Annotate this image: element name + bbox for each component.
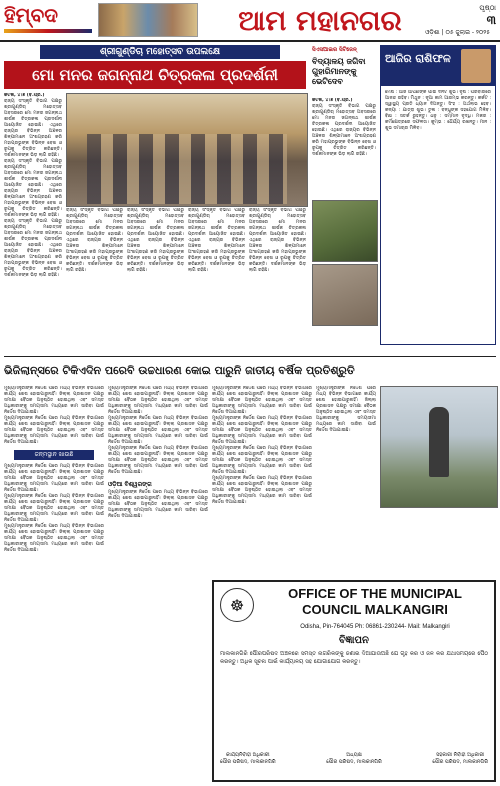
notice-office: OFFICE OF THE MUNICIPAL COUNCIL MALKANGIRI	[288, 586, 462, 617]
page-number: ୩	[486, 13, 496, 27]
page-label: ପୃଷ୍ଠା	[479, 4, 496, 12]
signature-left-title: କାର୍ଯ୍ୟନିର୍ବାହୀ ଅଧିକାରୀ	[225, 752, 270, 758]
signature-left-office: ପୌର ପରିଷଦ, ମାଲକାନଗିରି	[220, 759, 276, 765]
lead-column-1	[4, 93, 62, 353]
sidebar-photo-2	[312, 264, 378, 326]
second-text-1c: ମୁଖ୍ୟମନ୍ତ୍ରୀଙ୍କ ନିର୍ଦ୍ଦେଶ ପରେ ମଧ୍ୟ ବିଭିନ୍ନ ବିଭାଗରେ କାର୍ଯ୍ୟ ଶେଷ ହୋଇପାରୁନାହିଁ। ଜିଲ୍ଲା ପ୍ରଶାସନ ପକ୍ଷରୁ ସମୀକ୍ଷା ବୈଠକ ଅନୁଷ୍ଠିତ ହୋଇଥିଲା ଏବଂ ସମସ୍ତ ଅଧିକାରୀଙ୍କୁ ସମୟସୀମା ମଧ୍ୟରେ କାମ ସାରିବା ପାଇଁ ନିର୍ଦ୍ଦେଶ ଦିଆଯାଇଛି।	[4, 464, 104, 493]
second-text-2d: ମୁଖ୍ୟମନ୍ତ୍ରୀଙ୍କ ନିର୍ଦ୍ଦେଶ ପରେ ମଧ୍ୟ ବିଭିନ୍ନ ବିଭାଗରେ କାର୍ଯ୍ୟ ଶେଷ ହୋଇପାରୁନାହିଁ। ଜିଲ୍ଲା ପ୍ରଶାସନ ପକ୍ଷରୁ ସମୀକ୍ଷା ବୈଠକ ଅନୁଷ୍ଠିତ ହୋଇଥିଲା ଏବଂ ସମସ୍ତ ଅଧିକାରୀଙ୍କୁ ସମୟସୀମା ମଧ୍ୟରେ କାମ ସାରିବା ପାଇଁ ନିର୍ଦ୍ଦେଶ ଦିଆଯାଇଛି।	[108, 490, 208, 519]
municipal-notice	[212, 580, 496, 782]
lead-headline: ମୋ ମନର ଜଗନ୍ନାଥ ଚିତ୍ରକଳା ପ୍ରଦର୍ଶନୀ	[4, 61, 306, 89]
sidebar-text: ରାଜ୍ୟ ସଂସ୍କୃତି ବିଭାଗ ପକ୍ଷରୁ ଶ୍ରୀଗୁଣ୍ଡିଚା ମହୋତ୍ସବ ଅବସରରେ ମୋ ମନର ଜଗନ୍ନାଥ ଶୀର୍ଷକ ଚିତ୍ରକଳା ପ୍ରଦର୍ଶନୀ ଆୟୋଜିତ ହୋଇଛି। ଏଥିରେ ରାଜ୍ୟର ବିଭିନ୍ନ ଅଞ୍ଚଳର ଶିଳ୍ପୀମାନେ ଅଂଶଗ୍ରହଣ କରି ମହାପ୍ରଭୁଙ୍କ ବିଭିନ୍ନ ବେଶ ଓ ରୂପକୁ ଚିତ୍ରିତ କରିଛନ୍ତି। ଦର୍ଶକମାନଙ୍କ ଭିଡ଼ ଲାଗି ରହିଛି।	[312, 104, 376, 157]
horoscope-box	[380, 45, 496, 345]
masthead-photo-strip	[98, 3, 198, 37]
masthead-dateline: ଓଡ଼ିଶା | ୦୫ ଜୁଲାଇ - ୨୦୨୫	[425, 29, 490, 36]
statue-figure	[429, 407, 449, 477]
second-text-2: ମୁଖ୍ୟମନ୍ତ୍ରୀଙ୍କ ନିର୍ଦ୍ଦେଶ ପରେ ମଧ୍ୟ ବିଭିନ୍ନ ବିଭାଗରେ କାର୍ଯ୍ୟ ଶେଷ ହୋଇପାରୁନାହିଁ। ଜିଲ୍ଲା ପ୍ରଶାସନ ପକ୍ଷରୁ ସମୀକ୍ଷା ବୈଠକ ଅନୁଷ୍ଠିତ ହୋଇଥିଲା ଏବଂ ସମସ୍ତ ଅଧିକାରୀଙ୍କୁ ସମୟସୀମା ମଧ୍ୟରେ କାମ ସାରିବା ପାଇଁ ନିର୍ଦ୍ଦେଶ ଦିଆଯାଇଛି।	[108, 386, 208, 415]
logo-text: ହିମ୍ବଦ	[4, 3, 59, 27]
sidebar-dateline: କଟକ, ୪।୭ (ବି.ପ୍ର.)	[312, 98, 353, 103]
horoscope-title: ଆଜିର ରାଶିଫଳ	[385, 52, 451, 65]
sidebar-body	[312, 98, 376, 198]
second-text-3: ମୁଖ୍ୟମନ୍ତ୍ରୀଙ୍କ ନିର୍ଦ୍ଦେଶ ପରେ ମଧ୍ୟ ବିଭିନ୍ନ ବିଭାଗରେ କାର୍ଯ୍ୟ ଶେଷ ହୋଇପାରୁନାହିଁ। ଜିଲ୍ଲା ପ୍ରଶାସନ ପକ୍ଷରୁ ସମୀକ୍ଷା ବୈଠକ ଅନୁଷ୍ଠିତ ହୋଇଥିଲା ଏବଂ ସମସ୍ତ ଅଧିକାରୀଙ୍କୁ ସମୟସୀମା ମଧ୍ୟରେ କାମ ସାରିବା ପାଇଁ ନିର୍ଦ୍ଦେଶ ଦିଆଯାଇଛି।	[212, 386, 312, 415]
divider-1	[4, 356, 496, 357]
subhead-1: ଜନ୍ମସ୍ଥାନ ଖାଉଛି	[14, 450, 94, 460]
notice-signatures	[220, 752, 488, 778]
signature-mid	[326, 752, 382, 778]
second-text-2b: ମୁଖ୍ୟମନ୍ତ୍ରୀଙ୍କ ନିର୍ଦ୍ଦେଶ ପରେ ମଧ୍ୟ ବିଭିନ୍ନ ବିଭାଗରେ କାର୍ଯ୍ୟ ଶେଷ ହୋଇପାରୁନାହିଁ। ଜିଲ୍ଲା ପ୍ରଶାସନ ପକ୍ଷରୁ ସମୀକ୍ଷା ବୈଠକ ଅନୁଷ୍ଠିତ ହୋଇଥିଲା ଏବଂ ସମସ୍ତ ଅଧିକାରୀଙ୍କୁ ସମୟସୀମା ମଧ୍ୟରେ କାମ ସାରିବା ପାଇଁ ନିର୍ଦ୍ଦେଶ ଦିଆଯାଇଛି।	[108, 416, 208, 445]
second-text-1b: ମୁଖ୍ୟମନ୍ତ୍ରୀଙ୍କ ନିର୍ଦ୍ଦେଶ ପରେ ମଧ୍ୟ ବିଭିନ୍ନ ବିଭାଗରେ କାର୍ଯ୍ୟ ଶେଷ ହୋଇପାରୁନାହିଁ। ଜିଲ୍ଲା ପ୍ରଶାସନ ପକ୍ଷରୁ ସମୀକ୍ଷା ବୈଠକ ଅନୁଷ୍ଠିତ ହୋଇଥିଲା ଏବଂ ସମସ୍ତ ଅଧିକାରୀଙ୍କୁ ସମୟସୀମା ମଧ୍ୟରେ କାମ ସାରିବା ପାଇଁ ନିର୍ଦ୍ଦେଶ ଦିଆଯାଇଛି।	[4, 416, 104, 445]
notice-address: Odisha, Pin-764045 Ph: 06861-230244- Mail: Malkangiri	[300, 624, 450, 630]
lead-intro-continued: ରାଜ୍ୟ ସଂସ୍କୃତି ବିଭାଗ ପକ୍ଷରୁ ଶ୍ରୀଗୁଣ୍ଡିଚା ମହୋତ୍ସବ ଅବସରରେ ମୋ ମନର ଜଗନ୍ନାଥ ଶୀର୍ଷକ ଚିତ୍ରକଳା ପ୍ରଦର୍ଶନୀ ଆୟୋଜିତ ହୋଇଛି। ଏଥିରେ ରାଜ୍ୟର ବିଭିନ୍ନ ଅଞ୍ଚଳର ଶିଳ୍ପୀମାନେ ଅଂଶଗ୍ରହଣ କରି ମହାପ୍ରଭୁଙ୍କ ବିଭିନ୍ନ ବେଶ ଓ ରୂପକୁ ଚିତ୍ରିତ କରିଛନ୍ତି। ଦର୍ଶକମାନଙ୍କ ଭିଡ଼ ଲାଗି ରହିଛି।	[4, 159, 62, 218]
lead-kicker: ଶ୍ରୀଗୁଣ୍ଡିଚା ମହୋତ୍ସବ ଉପଲକ୍ଷେ	[40, 45, 280, 59]
second-col-1	[4, 386, 104, 761]
second-col-4	[316, 386, 376, 486]
second-text-3b: ମୁଖ୍ୟମନ୍ତ୍ରୀଙ୍କ ନିର୍ଦ୍ଦେଶ ପରେ ମଧ୍ୟ ବିଭିନ୍ନ ବିଭାଗରେ କାର୍ଯ୍ୟ ଶେଷ ହୋଇପାରୁନାହିଁ। ଜିଲ୍ଲା ପ୍ରଶାସନ ପକ୍ଷରୁ ସମୀକ୍ଷା ବୈଠକ ଅନୁଷ୍ଠିତ ହୋଇଥିଲା ଏବଂ ସମସ୍ତ ଅଧିକାରୀଙ୍କୁ ସମୟସୀମା ମଧ୍ୟରେ କାମ ସାରିବା ପାଇଁ ନିର୍ଦ୍ଦେଶ ଦିଆଯାଇଛି।	[212, 416, 312, 445]
logo	[4, 3, 94, 37]
horoscope-text: ମେଷ : ଆଜି ଆପଣଙ୍କ ପାଇଁ ଦିନଟି ଶୁଭ। ବୃଷ : ପରିବାରରେ ଆନନ୍ଦ ରହିବ। ମିଥୁନ : ନୂଆ କାମ ଆରମ୍ଭ କରନ୍ତୁ। କର୍କଟ : ସ୍ୱାସ୍ଥ୍ୟ ପ୍ରତି ଧ୍ୟାନ ଦିଅନ୍ତୁ। ସିଂହ : ଅର୍ଥଲାଭ ହେବ। କନ୍ୟା : ଯାତ୍ରା ଶୁଭ। ତୁଳା : ବନ୍ଧୁଙ୍କ ସହଯୋଗ ମିଳିବ। ବିଛା : ସତର୍କ ରୁହନ୍ତୁ। ଧନୁ : ସମ୍ମାନ ବୃଦ୍ଧି। ମକର : କର୍ମକ୍ଷେତ୍ରରେ ସଫଳତା। କୁମ୍ଭ : ଧୈର୍ଯ୍ୟ ରଖନ୍ତୁ। ମୀନ : ଶୁଭ ସମାଚାର ମିଳିବ।	[385, 90, 491, 131]
signature-left	[220, 752, 276, 778]
emblem-icon: ☸	[220, 588, 254, 622]
astrologer-photo	[461, 49, 491, 83]
logo-stripe	[4, 29, 92, 33]
lead-photo	[66, 93, 308, 207]
second-text-1: ମୁଖ୍ୟମନ୍ତ୍ରୀଙ୍କ ନିର୍ଦ୍ଦେଶ ପରେ ମଧ୍ୟ ବିଭିନ୍ନ ବିଭାଗରେ କାର୍ଯ୍ୟ ଶେଷ ହୋଇପାରୁନାହିଁ। ଜିଲ୍ଲା ପ୍ରଶାସନ ପକ୍ଷରୁ ସମୀକ୍ଷା ବୈଠକ ଅନୁଷ୍ଠିତ ହୋଇଥିଲା ଏବଂ ସମସ୍ତ ଅଧିକାରୀଙ୍କୁ ସମୟସୀମା ମଧ୍ୟରେ କାମ ସାରିବା ପାଇଁ ନିର୍ଦ୍ଦେଶ ଦିଆଯାଇଛି।	[4, 386, 104, 415]
lead-intro-continued-2: ରାଜ୍ୟ ସଂସ୍କୃତି ବିଭାଗ ପକ୍ଷରୁ ଶ୍ରୀଗୁଣ୍ଡିଚା ମହୋତ୍ସବ ଅବସରରେ ମୋ ମନର ଜଗନ୍ନାଥ ଶୀର୍ଷକ ଚିତ୍ରକଳା ପ୍ରଦର୍ଶନୀ ଆୟୋଜିତ ହୋଇଛି। ଏଥିରେ ରାଜ୍ୟର ବିଭିନ୍ନ ଅଞ୍ଚଳର ଶିଳ୍ପୀମାନେ ଅଂଶଗ୍ରହଣ କରି ମହାପ୍ରଭୁଙ୍କ ବିଭିନ୍ନ ବେଶ ଓ ରୂପକୁ ଚିତ୍ରିତ କରିଛନ୍ତି। ଦର୍ଶକମାନଙ୍କ ଭିଡ଼ ଲାଗି ରହିଛି।	[4, 219, 62, 278]
sidebar-photo-1	[312, 200, 378, 262]
lead-dateline: କଟକ, ୪।୭ (ବି.ପ୍ର.)	[4, 93, 45, 98]
second-col-2	[108, 386, 208, 761]
signature-mid-office: ପୌର ପରିଷଦ, ମାଲକାନଗିରି	[326, 759, 382, 765]
lead-col-a: ରାଜ୍ୟ ସଂସ୍କୃତି ବିଭାଗ ପକ୍ଷରୁ ଶ୍ରୀଗୁଣ୍ଡିଚା ମହୋତ୍ସବ ଅବସରରେ ମୋ ମନର ଜଗନ୍ନାଥ ଶୀର୍ଷକ ଚିତ୍ରକଳା ପ୍ରଦର୍ଶନୀ ଆୟୋଜିତ ହୋଇଛି। ଏଥିରେ ରାଜ୍ୟର ବିଭିନ୍ନ ଅଞ୍ଚଳର ଶିଳ୍ପୀମାନେ ଅଂଶଗ୍ରହଣ କରି ମହାପ୍ରଭୁଙ୍କ ବିଭିନ୍ନ ବେଶ ଓ ରୂପକୁ ଚିତ୍ରିତ କରିଛନ୍ତି। ଦର୍ଶକମାନଙ୍କ ଭିଡ଼ ଲାଗି ରହିଛି।	[66, 208, 123, 273]
subhead-2: ଓଡ଼ିଆ ବିଶ୍ୱରଙ୍ଗ	[108, 481, 152, 488]
notice-body: ମାଲକାନଗିରି ପୌରପରିଷଦ ଅଞ୍ଚଳରେ ସମସ୍ତ ନାଗରିକଙ୍କୁ ଜଣାଇ ଦିଆଯାଉଅଛି ଯେ ଗୃହ କର ଓ ଜଳ କର ଯଥାସମୟରେ ପୈଠ କରନ୍ତୁ। ଅଧିକ ସୂଚନା ପାଇଁ କାର୍ଯ୍ୟାଳୟ ସହ ଯୋଗାଯୋଗ କରନ୍ତୁ।	[220, 651, 488, 665]
second-text-3d: ମୁଖ୍ୟମନ୍ତ୍ରୀଙ୍କ ନିର୍ଦ୍ଦେଶ ପରେ ମଧ୍ୟ ବିଭିନ୍ନ ବିଭାଗରେ କାର୍ଯ୍ୟ ଶେଷ ହୋଇପାରୁନାହିଁ। ଜିଲ୍ଲା ପ୍ରଶାସନ ପକ୍ଷରୁ ସମୀକ୍ଷା ବୈଠକ ଅନୁଷ୍ଠିତ ହୋଇଥିଲା ଏବଂ ସମସ୍ତ ଅଧିକାରୀଙ୍କୁ ସମୟସୀମା ମଧ୍ୟରେ କାମ ସାରିବା ପାଇଁ ନିର୍ଦ୍ଦେଶ ଦିଆଯାଇଛି।	[212, 476, 312, 505]
signature-right-title: ସହକାରୀ ନିର୍ବାହୀ ଅଧିକାରୀ	[436, 752, 485, 758]
lead-photo-figures	[87, 134, 287, 204]
lead-columns	[66, 208, 306, 353]
lead-col-d: ରାଜ୍ୟ ସଂସ୍କୃତି ବିଭାଗ ପକ୍ଷରୁ ଶ୍ରୀଗୁଣ୍ଡିଚା ମହୋତ୍ସବ ଅବସରରେ ମୋ ମନର ଜଗନ୍ନାଥ ଶୀର୍ଷକ ଚିତ୍ରକଳା ପ୍ରଦର୍ଶନୀ ଆୟୋଜିତ ହୋଇଛି। ଏଥିରେ ରାଜ୍ୟର ବିଭିନ୍ନ ଅଞ୍ଚଳର ଶିଳ୍ପୀମାନେ ଅଂଶଗ୍ରହଣ କରି ମହାପ୍ରଭୁଙ୍କ ବିଭିନ୍ନ ବେଶ ଓ ରୂପକୁ ଚିତ୍ରିତ କରିଛନ୍ତି। ଦର୍ଶକମାନଙ୍କ ଭିଡ଼ ଲାଗି ରହିଛି।	[249, 208, 306, 273]
sidebar-kicker: ସିଏସଆଇର ସିଟିଜେନ୍	[312, 47, 357, 53]
lead-col-c: ରାଜ୍ୟ ସଂସ୍କୃତି ବିଭାଗ ପକ୍ଷରୁ ଶ୍ରୀଗୁଣ୍ଡିଚା ମହୋତ୍ସବ ଅବସରରେ ମୋ ମନର ଜଗନ୍ନାଥ ଶୀର୍ଷକ ଚିତ୍ରକଳା ପ୍ରଦର୍ଶନୀ ଆୟୋଜିତ ହୋଇଛି। ଏଥିରେ ରାଜ୍ୟର ବିଭିନ୍ନ ଅଞ୍ଚଳର ଶିଳ୍ପୀମାନେ ଅଂଶଗ୍ରହଣ କରି ମହାପ୍ରଭୁଙ୍କ ବିଭିନ୍ନ ବେଶ ଓ ରୂପକୁ ଚିତ୍ରିତ କରିଛନ୍ତି। ଦର୍ଶକମାନଙ୍କ ଭିଡ଼ ଲାଗି ରହିଛି।	[188, 208, 245, 273]
statue-photo	[380, 386, 498, 508]
lead-intro: ରାଜ୍ୟ ସଂସ୍କୃତି ବିଭାଗ ପକ୍ଷରୁ ଶ୍ରୀଗୁଣ୍ଡିଚା ମହୋତ୍ସବ ଅବସରରେ ମୋ ମନର ଜଗନ୍ନାଥ ଶୀର୍ଷକ ଚିତ୍ରକଳା ପ୍ରଦର୍ଶନୀ ଆୟୋଜିତ ହୋଇଛି। ଏଥିରେ ରାଜ୍ୟର ବିଭିନ୍ନ ଅଞ୍ଚଳର ଶିଳ୍ପୀମାନେ ଅଂଶଗ୍ରହଣ କରି ମହାପ୍ରଭୁଙ୍କ ବିଭିନ୍ନ ବେଶ ଓ ରୂପକୁ ଚିତ୍ରିତ କରିଛନ୍ତି। ଦର୍ଶକମାନଙ୍କ ଭିଡ଼ ଲାଗି ରହିଛି।	[4, 99, 62, 158]
second-text-2c: ମୁଖ୍ୟମନ୍ତ୍ରୀଙ୍କ ନିର୍ଦ୍ଦେଶ ପରେ ମଧ୍ୟ ବିଭିନ୍ନ ବିଭାଗରେ କାର୍ଯ୍ୟ ଶେଷ ହୋଇପାରୁନାହିଁ। ଜିଲ୍ଲା ପ୍ରଶାସନ ପକ୍ଷରୁ ସମୀକ୍ଷା ବୈଠକ ଅନୁଷ୍ଠିତ ହୋଇଥିଲା ଏବଂ ସମସ୍ତ ଅଧିକାରୀଙ୍କୁ ସମୟସୀମା ମଧ୍ୟରେ କାମ ସାରିବା ପାଇଁ ନିର୍ଦ୍ଦେଶ ଦିଆଯାଇଛି।	[108, 446, 208, 475]
signature-right	[432, 752, 488, 778]
lead-col-b: ରାଜ୍ୟ ସଂସ୍କୃତି ବିଭାଗ ପକ୍ଷରୁ ଶ୍ରୀଗୁଣ୍ଡିଚା ମହୋତ୍ସବ ଅବସରରେ ମୋ ମନର ଜଗନ୍ନାଥ ଶୀର୍ଷକ ଚିତ୍ରକଳା ପ୍ରଦର୍ଶନୀ ଆୟୋଜିତ ହୋଇଛି। ଏଥିରେ ରାଜ୍ୟର ବିଭିନ୍ନ ଅଞ୍ଚଳର ଶିଳ୍ପୀମାନେ ଅଂଶଗ୍ରହଣ କରି ମହାପ୍ରଭୁଙ୍କ ବିଭିନ୍ନ ବେଶ ଓ ରୂପକୁ ଚିତ୍ରିତ କରିଛନ୍ତି। ଦର୍ଶକମାନଙ୍କ ଭିଡ଼ ଲାଗି ରହିଛି।	[127, 208, 184, 273]
signature-mid-title: ଅଧ୍ୟକ୍ଷ	[346, 752, 362, 758]
horoscope-header	[381, 46, 495, 86]
masthead-title: ଆମ ମହାନଗର	[238, 4, 402, 37]
notice-heading: ବିଜ୍ଞାପନ	[339, 635, 369, 646]
second-text-1d: ମୁଖ୍ୟମନ୍ତ୍ରୀଙ୍କ ନିର୍ଦ୍ଦେଶ ପରେ ମଧ୍ୟ ବିଭିନ୍ନ ବିଭାଗରେ କାର୍ଯ୍ୟ ଶେଷ ହୋଇପାରୁନାହିଁ। ଜିଲ୍ଲା ପ୍ରଶାସନ ପକ୍ଷରୁ ସମୀକ୍ଷା ବୈଠକ ଅନୁଷ୍ଠିତ ହୋଇଥିଲା ଏବଂ ସମସ୍ତ ଅଧିକାରୀଙ୍କୁ ସମୟସୀମା ମଧ୍ୟରେ କାମ ସାରିବା ପାଇଁ ନିର୍ଦ୍ଦେଶ ଦିଆଯାଇଛି।	[4, 494, 104, 523]
second-text-3c: ମୁଖ୍ୟମନ୍ତ୍ରୀଙ୍କ ନିର୍ଦ୍ଦେଶ ପରେ ମଧ୍ୟ ବିଭିନ୍ନ ବିଭାଗରେ କାର୍ଯ୍ୟ ଶେଷ ହୋଇପାରୁନାହିଁ। ଜିଲ୍ଲା ପ୍ରଶାସନ ପକ୍ଷରୁ ସମୀକ୍ଷା ବୈଠକ ଅନୁଷ୍ଠିତ ହୋଇଥିଲା ଏବଂ ସମସ୍ତ ଅଧିକାରୀଙ୍କୁ ସମୟସୀମା ମଧ୍ୟରେ କାମ ସାରିବା ପାଇଁ ନିର୍ଦ୍ଦେଶ ଦିଆଯାଇଛି।	[212, 446, 312, 475]
masthead	[0, 0, 500, 42]
signature-right-office: ପୌର ପରିଷଦ, ମାଲକାନଗିରି	[432, 759, 488, 765]
second-text-4: ମୁଖ୍ୟମନ୍ତ୍ରୀଙ୍କ ନିର୍ଦ୍ଦେଶ ପରେ ମଧ୍ୟ ବିଭିନ୍ନ ବିଭାଗରେ କାର୍ଯ୍ୟ ଶେଷ ହୋଇପାରୁନାହିଁ। ଜିଲ୍ଲା ପ୍ରଶାସନ ପକ୍ଷରୁ ସମୀକ୍ଷା ବୈଠକ ଅନୁଷ୍ଠିତ ହୋଇଥିଲା ଏବଂ ସମସ୍ତ ଅଧିକାରୀଙ୍କୁ ସମୟସୀମା ମଧ୍ୟରେ କାମ ସାରିବା ପାଇଁ ନିର୍ଦ୍ଦେଶ ଦିଆଯାଇଛି।	[316, 386, 376, 433]
sidebar-headline: ବିଦ୍ୟାଳୟ ଜଗିବା ଗୁହାରିମାନଙ୍କୁ ଭେଟିଦେବ	[312, 56, 366, 86]
second-headline: ଭିଜିଲାନ୍ସରେ ଟିକିଏଦିନ ପରେବି ଉଚ୍ଚଧାରଣ କୋଇ ପାରୁନି ଜାତୀୟ ବର୍ଷିକ ପ୍ରତିଶ୍ରୁତି	[4, 364, 355, 377]
second-text-1e: ମୁଖ୍ୟମନ୍ତ୍ରୀଙ୍କ ନିର୍ଦ୍ଦେଶ ପରେ ମଧ୍ୟ ବିଭିନ୍ନ ବିଭାଗରେ କାର୍ଯ୍ୟ ଶେଷ ହୋଇପାରୁନାହିଁ। ଜିଲ୍ଲା ପ୍ରଶାସନ ପକ୍ଷରୁ ସମୀକ୍ଷା ବୈଠକ ଅନୁଷ୍ଠିତ ହୋଇଥିଲା ଏବଂ ସମସ୍ତ ଅଧିକାରୀଙ୍କୁ ସମୟସୀମା ମଧ୍ୟରେ କାମ ସାରିବା ପାଇଁ ନିର୍ଦ୍ଦେଶ ଦିଆଯାଇଛି।	[4, 524, 104, 553]
